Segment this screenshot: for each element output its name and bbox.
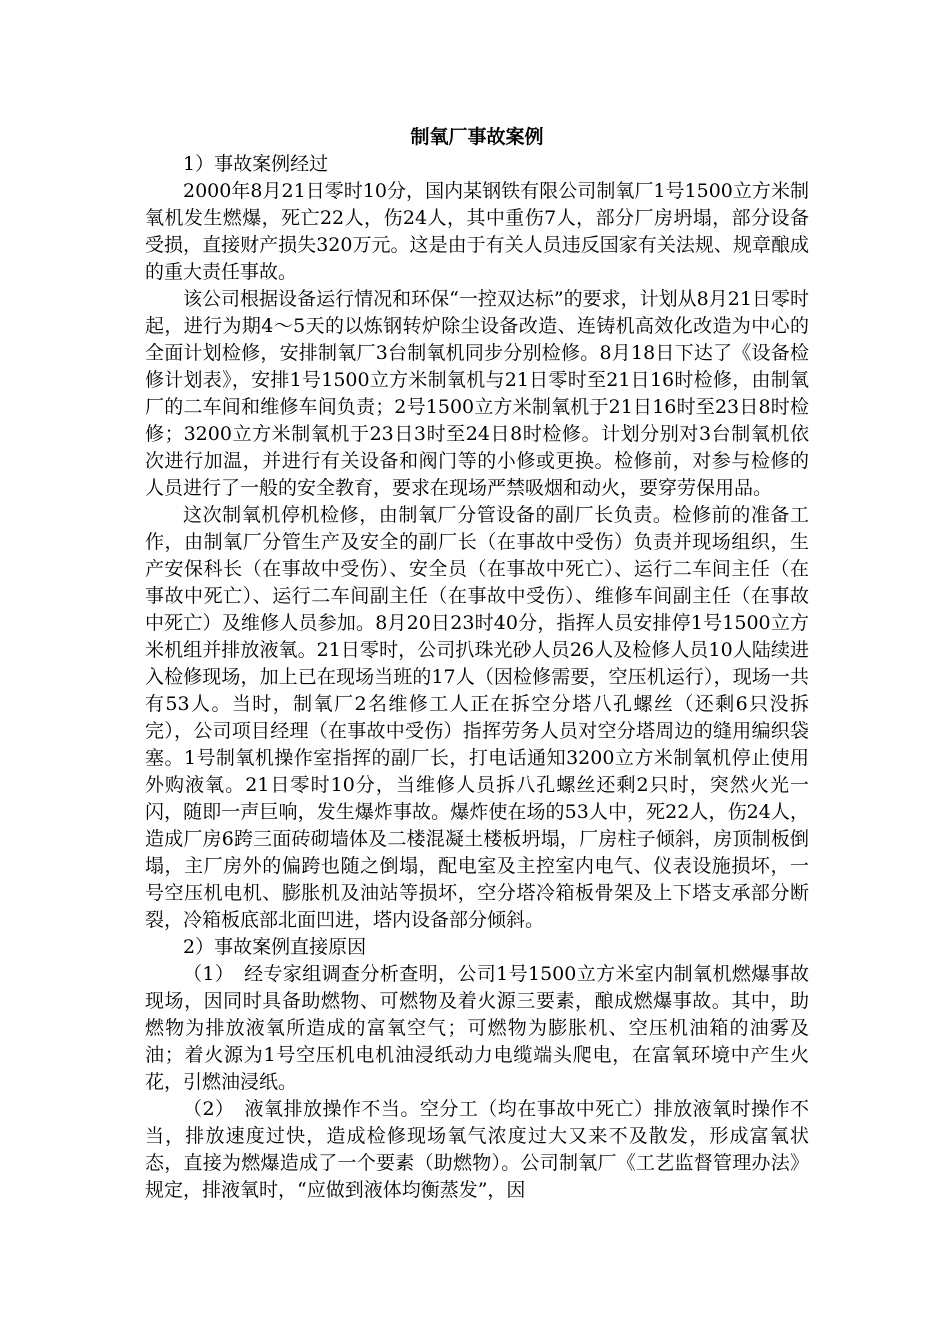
paragraph-5: （2） 液氧排放操作不当。空分工（均在事故中死亡）排放液氧时操作不当，排放速度过快，造成检修现场氧气浓度过大又来不及散发，形成富氧状态，直接为燃爆造成了一个要素（助燃物）。公司制氧厂《工艺监督管理办法》规定，排液氧时，“应做到液体均衡蒸发”，因: [145, 1098, 809, 1201]
document-title: 制氧厂事故案例: [410, 126, 544, 148]
section-heading-1: 1）事故案例经过: [183, 153, 329, 175]
document-body: [145, 124, 809, 1204]
paragraph-2: 该公司根据设备运行情况和环保“一控双达标”的要求，计划从8月21日零时起，进行为期4～5天的以炼钢转炉除尘设备改造、连铸机高效化改造为中心的全面计划检修，安排制氧厂3台制氧机同步分别检修。8月18日下达了《设备检修计划表》，安排1号1500立方米制氧机与21日零时至21日16时检修，由制氧厂的二车间和维修车间负责；2号1500立方米制氧机于21日16时至23日8时检修；3200立方米制氧机于23日3时至24日8时检修。计划分别对3台制氧机依次进行加温，并进行有关设备和阀门等的小修或更换。检修前，对参与检修的人员进行了一般的安全教育，要求在现场严禁吸烟和动火，要穿劳保用品。: [145, 288, 809, 499]
paragraph-1: 2000年8月21日零时10分，国内某钢铁有限公司制氧厂1号1500立方米制氧机发生燃爆，死亡22人，伤24人，其中重伤7人，部分厂房坍塌，部分设备受损，直接财产损失320万元。这是由于有关人员违反国家有关法规、规章酿成的重大责任事故。: [145, 180, 809, 283]
section-heading-2: 2）事故案例直接原因: [183, 936, 367, 958]
paragraph-4: （1） 经专家组调查分析查明，公司1号1500立方米室内制氧机燃爆事故现场，因同时具备助燃物、可燃物及着火源三要素，酿成燃爆事故。其中，助燃物为排放液氧所造成的富氧空气；可燃物为膨胀机、空压机油箱的油雾及油；着火源为1号空压机电机油浸纸动力电缆端头爬电，在富氧环境中产生火花，引燃油浸纸。: [145, 963, 809, 1093]
paragraph-3: 这次制氧机停机检修，由制氧厂分管设备的副厂长负责。检修前的准备工作，由制氧厂分管生产及安全的副厂长（在事故中受伤）负责并现场组织，生产安保科长（在事故中受伤）、安全员（在事故中死亡）、运行二车间主任（在事故中死亡）、运行二车间副主任（在事故中受伤）、维修车间副主任（在事故中死亡）及维修人员参加。8月20日23时40分，指挥人员安排停1号1500立方米机组并排放液氧。21日零时，公司扒珠光砂人员26人及检修人员10人陆续进入检修现场，加上已在现场当班的17人（因检修需要，空压机运行），现场一共有53人。当时，制氧厂2名维修工人正在拆空分塔八孔螺丝（还剩6只没拆完），公司项目经理（在事故中受伤）指挥劳务人员对空分塔周边的缝用编织袋塞。1号制氧机操作室指挥的副厂长，打电话通知3200立方米制氧机停止使用外购液氧。21日零时10分，当维修人员拆八孔螺丝还剩2只时，突然火光一闪，随即一声巨响，发生爆炸事故。爆炸使在场的53人中，死22人，伤24人，造成厂房6跨三面砖砌墙体及二楼混凝土楼板坍塌，厂房柱子倾斜，房顶制板倒塌，主厂房外的偏跨也随之倒塌，配电室及主控室内电气、仪表设施损坏，一号空压机电机、膨胀机及油站等损坏，空分塔冷箱板骨架及上下塔支承部分断裂，冷箱板底部北面凹进，塔内设备部分倾斜。: [145, 504, 809, 931]
